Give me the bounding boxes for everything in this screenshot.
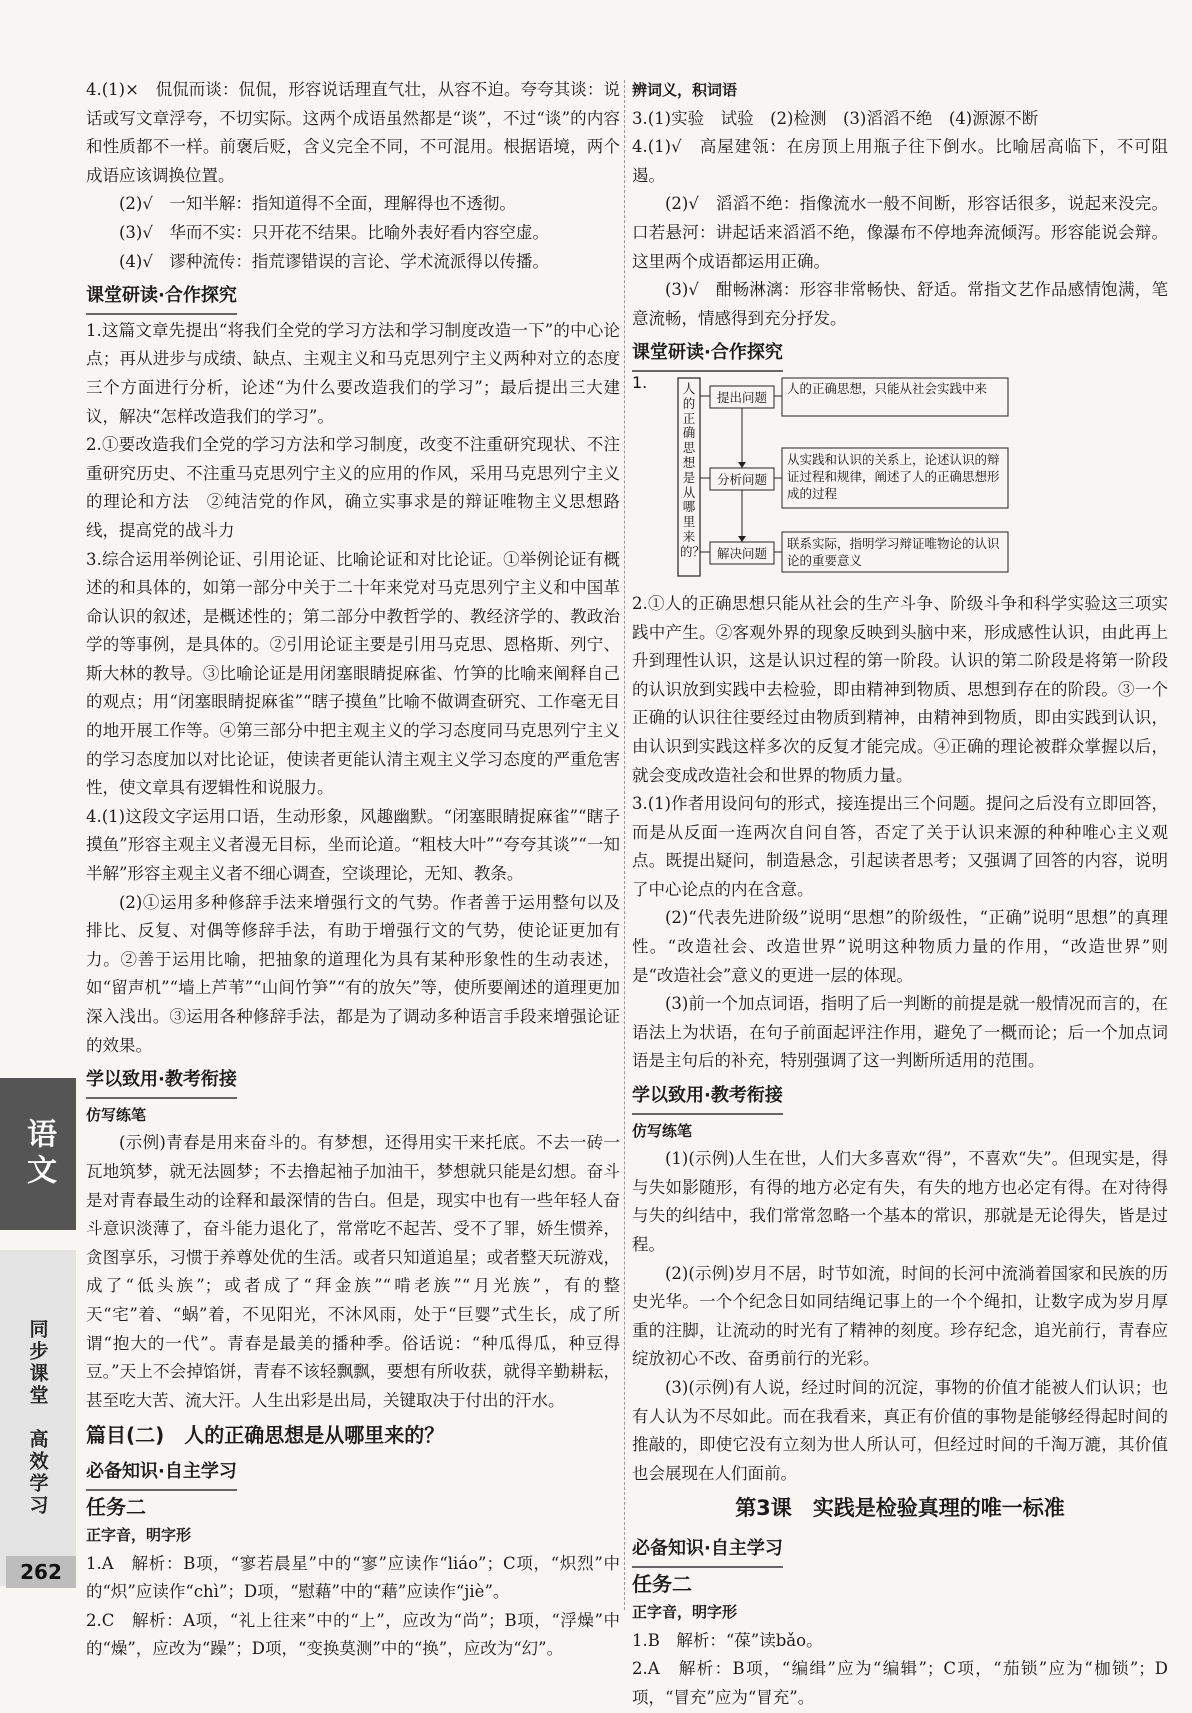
diagram-number: 1. (632, 372, 648, 392)
study-item-4: 4.(1)这段文字运用口语，生动形象，风趣幽默。“闭塞眼睛捉麻雀”“瞎子摸鱼”形容主观主义者漫无目标，坐而论道。“粗枝大叶”“夸夸其谈”“一知半解”形容主观主义者不细心调查，空谈理论，无知、教条。 (86, 806, 620, 884)
subheading: 辨词义，积词语 (632, 81, 738, 99)
step-label-2: 分析问题 (716, 471, 767, 487)
pron-item-1: 1.B 解析：“葆”读bǎo。 (632, 1630, 823, 1650)
section-heading: 必备知识·自主学习 (632, 1535, 783, 1568)
section-heading: 学以致用·教考衔接 (86, 1066, 237, 1099)
subheading: 仿写练笔 (86, 1105, 147, 1124)
column-divider (624, 80, 625, 1610)
structure-diagram (632, 374, 1168, 584)
study-item-1: 1.这篇文章先提出“将我们全党的学习方法和学习制度改造一下”的中心论点；再从进步与成绩、缺点、主观主义和马克思列宁主义两种对立的态度三个方面进行分析，论述“为什么要改造我们的学习”；最后提出三大建议，解决“怎样改造我们的学习”。 (86, 320, 620, 426)
study-item-2: 2.①要改造我们全党的学习方法和学习制度，改变不注重研究现状、不注重研究历史、不注重马克思列宁主义的应用的作风，采用马克思列宁主义的理论和方法 ②纯洁党的作风，确立实事求是的辩证唯物主义思想路线，提高党的战斗力 (86, 435, 620, 540)
words-item-4: (3)√ 酣畅淋漓：形容非常畅快、舒适。常指文艺作品感情饱满，笔意流畅，情感得到充分抒发。 (632, 280, 1168, 328)
q4-item-2: (2)√ 一知半解：指知道得不全面，理解得也不透彻。 (119, 194, 516, 214)
subject-tab: 语文 (0, 1078, 76, 1230)
study-item-3: 3.综合运用举例论证、引用论证、比喻论证和对比论证。①举例论证有概述的和具体的，如第一部分中关于二十年来党对马克思列宁主义和中国革命认识的叙述，是概述性的；第二部分中教哲学的、教经济学的、教政治学的等事例，是具体的。②引用论证主要是引用马克思、恩格斯、列宁、斯大林的教导。③比喻论证是用闭塞眼睛捉麻雀、竹笋的比喻来阐释自己的观点；用“闭塞眼睛捉麻雀”“瞎子摸鱼”比喻不做调查研究、工作毫无目的地开展工作等。④第三部分中把主观主义的学习态度同马克思列宁主义的学习态度加以对比论证，使读者更能认清主观主义学习态度的严重危害性，使文章具有逻辑性和说服力。 (86, 549, 620, 798)
write-item-3: (3)(示例)有人说，经过时间的沉淀，事物的价值才能被人们认识；也有人认为不尽如此。而在我看来，真正有价值的事物是能够经得起时间的推敲的，即使它没有立刻为世人所认可，但经过时间的千淘万漉，其价值也会展现在人们面前。 (632, 1377, 1168, 1483)
pron-item-1: 1.A 解析：B项，“寥若晨星”中的“寥”应读作“liáo”；C项，“炽烈”中的“炽”应读作“chì”；D项，“慰藉”中的“藉”应读作“jiè”。 (86, 1553, 620, 1602)
write-item-2: (2)(示例)岁月不居，时节如流，时间的长河中流淌着国家和民族的历史光华。一个个纪念日如同结绳记事上的一个个绳扣，让数字成为岁月厚重的注脚，让流动的时光有了精神的刻度。珍存纪念，追光前行，青春应绽放初心不改、奋勇前行的光彩。 (632, 1263, 1168, 1369)
diagram-root-label: 人的正确思想是从哪里来的？ (680, 380, 706, 559)
essay-paragraph: (示例)青春是用来奋斗的。有梦想，还得用实干来托底。不去一砖一瓦地筑梦，就无法圆梦；不去撸起袖子加油干，梦想就只能是幻想。奋斗是对青春最生动的诠释和最深情的告白。但是，现实中也有一些年轻人奋斗意识淡薄了，奋斗能力退化了，常常吃不起苦、受不了罪，娇生惯养，贪图享乐，习惯于养尊处优的生活。或者只知道追星；或者整天玩游戏，成了“低头族”；或者成了“拜金族”“啃老族”“月光族”，有的整天“宅”着、“蜗”着，不见阳光，不沐风雨，处于“巨婴”式生长，成了所谓“抱大的一代”。青春是最美的播种季。俗话说：“种瓜得瓜，种豆得豆。”天上不会掉馅饼，青春不该轻飘飘，要想有所收获，就得辛勤耕耘，甚至吃大苦、流大汗。人生出彩是出局，关键取决于付出的汗水。 (86, 1133, 620, 1410)
lesson-title: 第3课 实践是检验真理的唯一标准 (735, 1496, 1065, 1521)
step-label-1: 提出问题 (716, 389, 767, 405)
study-item-3: 3.(1)作者用设问句的形式，接连提出三个问题。提问之后没有立即回答，而是从反面一连两次自问自答，否定了关于认识来源的种种唯心主义观点。既提出疑问，制造悬念，引起读者思考；又强调了回答的内容，说明了中心论点的内在含意。 (632, 794, 1168, 899)
words-item-3: (2)√ 滔滔不绝：指像流水一般不间断，形容话很多，说起来没完。口若悬河：讲起话来滔滔不绝，像瀑布不停地奔流倾泻。形容能说会辩。这里两个成语都运用正确。 (632, 194, 1168, 271)
answer-label-3: 联系实际，指明学习辩证唯物论的认识论的重要意义 (787, 535, 1000, 568)
study-item-5: (2)①运用多种修辞手法来增强行文的气势。作者善于运用整句以及排比、反复、对偶等修辞手法，有助于增强行文的气势，使论证更加有力。②善于运用比喻，把抽象的道理化为具有某种形象性的生动表述，如“留声机”“墙上芦苇”“山间竹笋”“有的放矢”等，使所要阐述的道理更加深入浅出。③运用各种修辞手法，都是为了调动多种语言手段来增强论证的效果。 (86, 892, 620, 1055)
piece-title: 篇目(二) 人的正确思想是从哪里来的？ (86, 1423, 445, 1448)
page-number: 262 (6, 1556, 76, 1588)
subheading: 正字音，明字形 (632, 1603, 738, 1622)
arrow-head (738, 462, 746, 468)
answer-label-2: 从实践和认识的关系上，论述认识的辩证过程和规律，阐述了人的正确思想形成的过程 (787, 451, 1000, 501)
arrow-head (738, 536, 746, 542)
pron-item-2: 2.C 解析：A项，“礼上往来”中的“上”，应改为“尚”；B项，“浮燥”中的“燥”，应改为“躁”；D项，“变换莫测”中的“换”，应改为“幻”。 (86, 1610, 620, 1659)
q4-item-3: (3)√ 华而不实：只开花不结果。比喻外表好看内容空虚。 (119, 222, 549, 242)
subheading: 正字音，明字形 (86, 1526, 192, 1545)
answer-label-1: 人的正确思想，只能从社会实践中来 (787, 380, 988, 396)
section-heading: 课堂研读·合作探究 (86, 282, 237, 315)
step-label-3: 解决问题 (716, 545, 767, 561)
study-item-3-3: (3)前一个加点词语，指明了后一判断的前提是就一般情况而言的，在语法上为状语，在句子前面起评注作用，避免了一概而论；后一个加点词语是主句后的补充，特别强调了这一判断所适用的范围。 (632, 994, 1168, 1071)
book-series-tab: 同步课堂 高效学习 (0, 1250, 76, 1586)
write-item-1: (1)(示例)人生在世，人们大多喜欢“得”，不喜欢“失”。但现实是，得与失如影随形，有得的地方必定有失，有失的地方也必定有得。在对待得与失的纠结中，我们常常忽略一个基本的常识，那就是无论得失，皆是过程。 (632, 1149, 1168, 1254)
left-column (86, 76, 620, 1664)
section-heading: 课堂研读·合作探究 (632, 339, 783, 372)
task-title: 任务二 (86, 1494, 146, 1519)
subheading: 仿写练笔 (632, 1121, 693, 1140)
section-heading: 必备知识·自主学习 (86, 1458, 237, 1491)
right-column (632, 76, 1168, 1713)
words-item-1: 3.(1)实验 试验 (2)检测 (3)滔滔不绝 (4)源源不断 (632, 108, 1039, 128)
q4-item-4: (4)√ 谬种流传：指荒谬错误的言论、学术流派得以传播。 (119, 251, 549, 271)
task-title: 任务二 (632, 1571, 692, 1596)
section-heading: 学以致用·教考衔接 (632, 1082, 783, 1115)
study-item-2: 2.①人的正确思想只能从社会的生产斗争、阶级斗争和科学实验这三项实践中产生。②客观外界的现象反映到头脑中来，形成感性认识，由此再上升到理性认识，这是认识过程的第一阶段。认识的第二阶段是将第一阶段的认识放到实践中去检验，即由精神到物质、思想到存在的阶段。③一个正确的认识往往要经过由物质到精神，由精神到物质，即由实践到认识，由认识到实践这样多次的反复才能完成。④正确的理论被群众掌握以后，就会变成改造社会和世界的物质力量。 (632, 593, 1168, 785)
q4-item-1: 4.(1)× 侃侃而谈：侃侃，形容说话理直气壮，从容不迫。夸夸其谈：说话或写文章浮夸，不切实际。这两个成语虽然都是“谈”，不过“谈”的内容和性质都不一样。前褒后贬，含义完全不同，不可混用。根据语境，两个成语应该调换位置。 (86, 80, 620, 185)
words-item-2: 4.(1)√ 高屋建瓴：在房顶上用瓶子往下倒水。比喻居高临下，不可阻遏。 (632, 137, 1168, 185)
study-item-3-2: (2)“代表先进阶级”说明“思想”的阶级性，“正确”说明“思想”的真理性。“改造社会、改造世界”说明这种物质力量的作用，“改造世界”则是“改造社会”意义的更进一层的体现。 (632, 908, 1168, 985)
pron-item-2: 2.A 解析：B项，“编缉”应为“编辑”；C项，“茄锁”应为“枷锁”；D项，“冒充”应为“冒充”。 (632, 1659, 1168, 1707)
